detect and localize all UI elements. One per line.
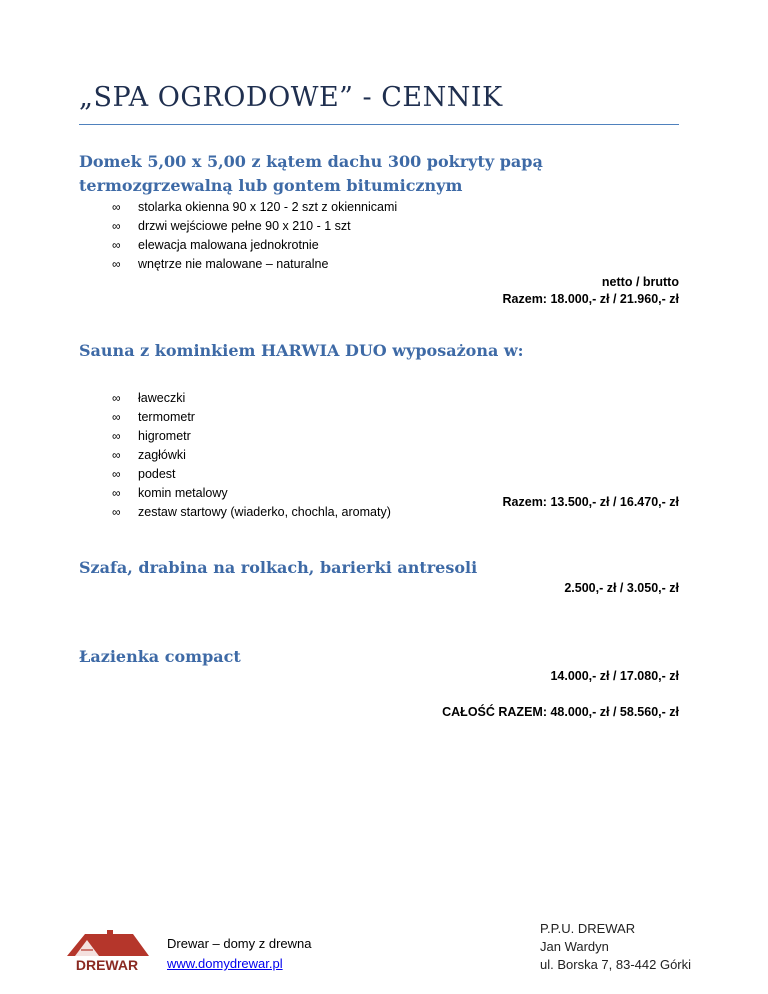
house-roof-icon bbox=[63, 928, 151, 974]
title-underline bbox=[79, 124, 679, 125]
price-column-header: netto / brutto bbox=[601, 275, 679, 289]
section-heading-lazienka: Łazienka compact bbox=[79, 647, 241, 666]
section-heading-szafa: Szafa, drabina na rolkach, barierki antresoli bbox=[79, 558, 478, 577]
bullet-icon: ∞ bbox=[112, 200, 121, 214]
bullet-icon: ∞ bbox=[112, 391, 121, 405]
list-item: ∞ termometr bbox=[112, 408, 391, 427]
list-item: ∞ drzwi wejściowe pełne 90 x 210 - 1 szt bbox=[112, 217, 397, 236]
bullet-icon: ∞ bbox=[112, 505, 121, 519]
list-item: ∞ elewacja malowana jednokrotnie bbox=[112, 236, 397, 255]
bullet-icon: ∞ bbox=[112, 429, 121, 443]
bullet-icon: ∞ bbox=[112, 486, 121, 500]
list-item: ∞ komin metalowy bbox=[112, 484, 391, 503]
drewar-logo bbox=[63, 928, 151, 974]
bullet-icon: ∞ bbox=[112, 257, 121, 271]
grand-total: CAŁOŚĆ RAZEM: 48.000,- zł / 58.560,- zł bbox=[442, 705, 679, 719]
bullet-icon: ∞ bbox=[112, 238, 121, 252]
owner-name: Jan Wardyn bbox=[540, 939, 609, 954]
footer-tagline: Drewar – domy z drewna bbox=[167, 936, 312, 951]
section-heading-domek: Domek 5,00 x 5,00 z kątem dachu 300 pokryty papą termozgrzewalną lub gontem bitumicznym bbox=[79, 152, 543, 195]
list-item: ∞ stolarka okienna 90 x 120 - 2 szt z okiennicami bbox=[112, 198, 397, 217]
list-item: ∞ zestaw startowy (wiaderko, chochla, aromaty) bbox=[112, 503, 391, 522]
list-item: ∞ higrometr bbox=[112, 427, 391, 446]
section-heading-sauna: Sauna z kominkiem HARWIA DUO wyposażona w: bbox=[79, 341, 524, 360]
list-item: ∞ ławeczki bbox=[112, 389, 391, 408]
website-link[interactable]: www.domydrewar.pl bbox=[167, 956, 283, 971]
domek-features-list bbox=[112, 198, 397, 274]
price-sauna: Razem: 13.500,- zł / 16.470,- zł bbox=[502, 495, 679, 509]
list-item: ∞ zagłówki bbox=[112, 446, 391, 465]
list-item: ∞ podest bbox=[112, 465, 391, 484]
bullet-icon: ∞ bbox=[112, 410, 121, 424]
list-item: ∞ wnętrze nie malowane – naturalne bbox=[112, 255, 397, 274]
page-title: „SPA OGRODOWE” - CENNIK bbox=[79, 82, 503, 113]
logo-wordmark: DREWAR bbox=[75, 957, 139, 973]
bullet-icon: ∞ bbox=[112, 219, 121, 233]
price-lazienka: 14.000,- zł / 17.080,- zł bbox=[550, 669, 679, 683]
bullet-icon: ∞ bbox=[112, 467, 121, 481]
price-domek: Razem: 18.000,- zł / 21.960,- zł bbox=[502, 292, 679, 306]
street-address: ul. Borska 7, 83-442 Górki bbox=[540, 957, 692, 972]
footer-contact bbox=[167, 934, 312, 974]
bullet-icon: ∞ bbox=[112, 448, 121, 462]
price-szafa: 2.500,- zł / 3.050,- zł bbox=[564, 581, 679, 595]
sauna-equipment-list bbox=[112, 389, 391, 522]
company-name: P.P.U. DREWAR bbox=[540, 921, 636, 936]
footer-address bbox=[540, 920, 691, 974]
